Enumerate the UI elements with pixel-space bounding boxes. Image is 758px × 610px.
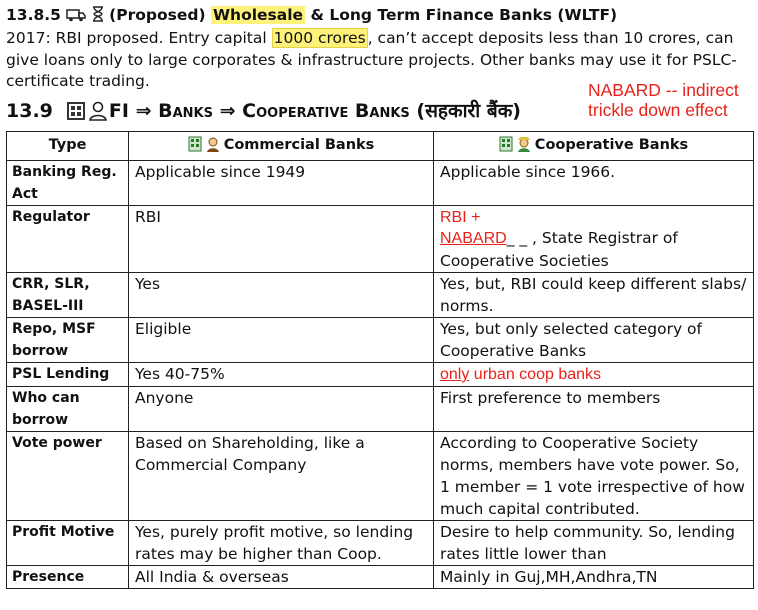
table-row [7, 387, 754, 432]
row-commercial: Yes [129, 273, 434, 318]
arrow-icon: ⇒ [219, 100, 236, 122]
bank-icon [499, 136, 513, 159]
row-type: Vote power [7, 432, 129, 521]
table-row [7, 161, 754, 206]
row-cooperative: According to Cooperative Society norms, members have vote power. So, 1 member = 1 vote irrespective of how much capital contributed. [434, 432, 754, 521]
table-row [7, 318, 754, 363]
row-cooperative: Applicable since 1966. [434, 161, 754, 206]
row-cooperative: Yes, but only selected category of Cooperative Banks [434, 318, 754, 363]
row-type: Who can borrow [7, 387, 129, 432]
section-13-9-heading [6, 98, 521, 124]
farmer-icon [516, 136, 532, 159]
row-commercial: Yes, purely profit motive, so lending rates may be higher than Coop. [129, 521, 434, 566]
title-highlight: Wholesale [212, 6, 304, 24]
row-type: CRR, SLR, BASEL-III [7, 273, 129, 318]
body-text: 2017: RBI proposed. Entry capital [6, 29, 272, 47]
arrow-icon: ⇒ [135, 100, 152, 122]
row-commercial: Anyone [129, 387, 434, 432]
bank-building-icon [67, 102, 85, 120]
row-cooperative: Desire to help community. So, lending rates little lower than [434, 521, 754, 566]
table-row [7, 206, 754, 273]
heading-coop: Cooperative Banks (सहकारी बैंक) [242, 100, 521, 122]
title-pre: (Proposed) [109, 6, 211, 24]
bank-icon [188, 136, 202, 159]
handwritten-note: urban coop banks [469, 366, 602, 383]
annotation-line-1: NABARD -- indirect [588, 80, 739, 100]
header-commercial [129, 132, 434, 161]
row-cooperative [434, 363, 754, 387]
row-commercial: Based on Shareholding, like a Commercial Company [129, 432, 434, 521]
handwritten-note: NABARD [440, 230, 507, 247]
heading-banks: Banks [158, 100, 213, 122]
row-commercial: All India & overseas [129, 566, 434, 589]
row-type: Banking Reg. Act [7, 161, 129, 206]
section-number: 13.9 [6, 100, 53, 122]
row-cooperative: Mainly in Guj,MH,Andhra,TN [434, 566, 754, 589]
row-commercial: Applicable since 1949 [129, 161, 434, 206]
row-type: Repo, MSF borrow [7, 318, 129, 363]
title-post: & Long Term Finance Banks (WLTF) [305, 6, 618, 24]
handwritten-note: RBI + [440, 209, 481, 226]
table-header-row [7, 132, 754, 161]
header-type: Type [7, 132, 129, 161]
row-type: PSL Lending [7, 363, 129, 387]
table-row [7, 566, 754, 589]
handwritten-annotation [588, 80, 739, 120]
row-commercial: RBI [129, 206, 434, 273]
row-commercial: Yes 40-75% [129, 363, 434, 387]
header-cooperative [434, 132, 754, 161]
section-13-8-5-heading [6, 4, 754, 28]
header-cooperative-label: Cooperative Banks [534, 137, 689, 153]
row-cooperative: Yes, but, RBI could keep different slabs/ norms. [434, 273, 754, 318]
row-cooperative-text: _ _ , State Registrar of Cooperative Societies [440, 229, 678, 270]
row-type: Regulator [7, 206, 129, 273]
body-highlight: 1000 crores [273, 29, 366, 47]
row-cooperative [434, 206, 754, 273]
header-commercial-label: Commercial Banks [223, 137, 375, 153]
annotation-line-2: trickle down effect [588, 100, 728, 120]
row-commercial: Eligible [129, 318, 434, 363]
row-type: Presence [7, 566, 129, 589]
row-cooperative: First preference to members [434, 387, 754, 432]
comparison-table [6, 131, 754, 589]
handwritten-note: only [440, 366, 470, 383]
heading-fi: FI [108, 100, 129, 122]
table-row [7, 521, 754, 566]
section-number: 13.8.5 [6, 6, 61, 24]
table-row [7, 432, 754, 521]
hourglass-icon [92, 6, 104, 28]
table-row [7, 363, 754, 387]
row-type: Profit Motive [7, 521, 129, 566]
table-row [7, 273, 754, 318]
person-icon [89, 101, 107, 121]
banker-icon [205, 136, 221, 159]
body-text-continued: , can’t accept deposits less than 10 crores, can give loans only to large corporates & infrastructure projects. Other banks may use it for PSLC-certificate trading. [6, 29, 737, 90]
truck-icon [66, 6, 86, 28]
